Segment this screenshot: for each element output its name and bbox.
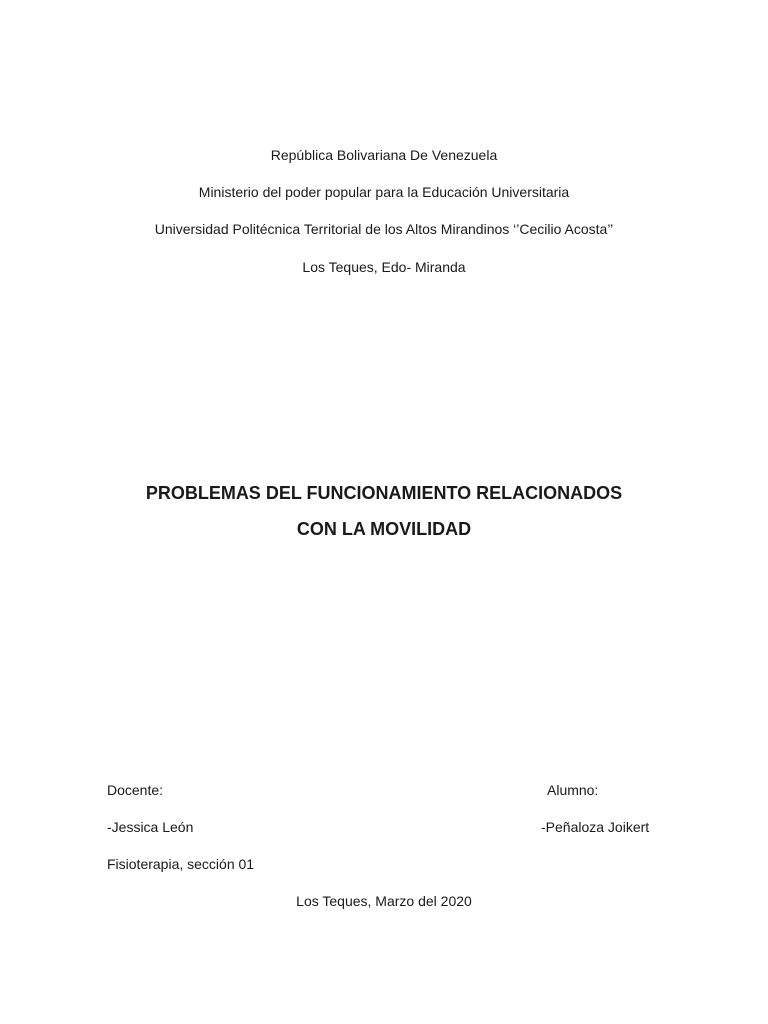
docente-label: Docente: <box>107 782 164 798</box>
document-title-line1: PROBLEMAS DEL FUNCIONAMIENTO RELACIONADOS <box>145 483 623 503</box>
header-country: República Bolivariana De Venezuela <box>270 147 498 163</box>
docente-name: -Jessica León <box>107 819 194 835</box>
header-ministry: Ministerio del poder popular para la Educación Universitaria <box>198 184 570 200</box>
place-date: Los Teques, Marzo del 2020 <box>296 893 472 909</box>
header-university: Universidad Politécnica Territorial de los Altos Mirandinos ‘’Cecilio Acosta’’ <box>154 221 614 237</box>
document-title-line2: CON LA MOVILIDAD <box>296 519 472 539</box>
alumno-name: -Peñaloza Joikert <box>541 819 650 835</box>
course-section: Fisioterapia, sección 01 <box>107 856 255 872</box>
alumno-label: Alumno: <box>547 782 599 798</box>
header-location: Los Teques, Edo- Miranda <box>302 259 466 275</box>
